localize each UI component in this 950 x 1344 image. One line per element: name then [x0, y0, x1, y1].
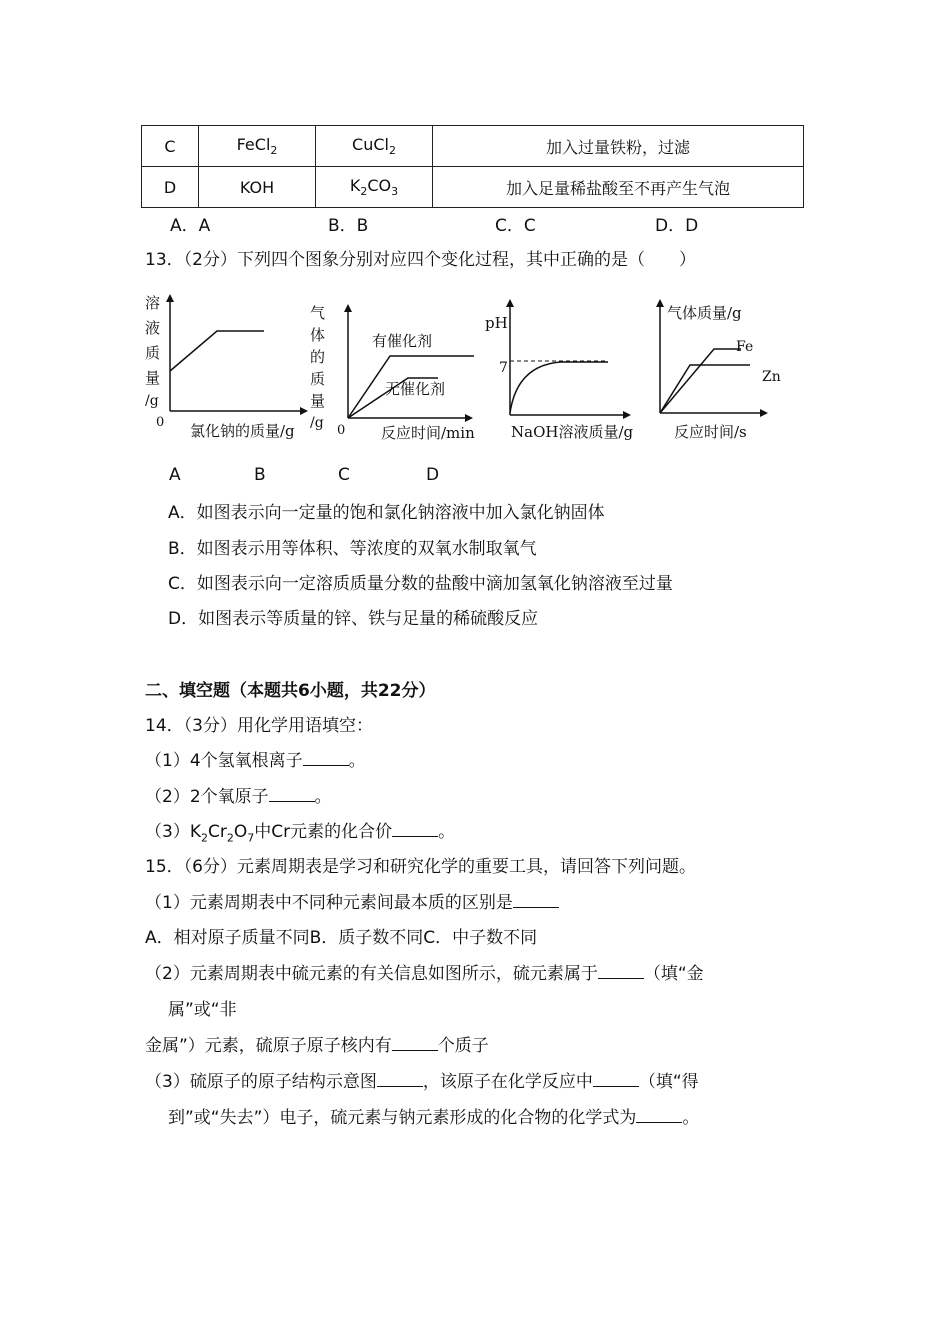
method-cell: 加入足量稀盐酸至不再产生气泡	[433, 167, 804, 208]
graph-c-series-curve	[510, 362, 608, 413]
graph-b-xlabel: 反应时间/min	[381, 424, 475, 442]
reagent-2: $K_2CO_3$	[316, 167, 433, 208]
graph-c	[483, 295, 658, 445]
table-row	[142, 126, 804, 167]
section-2-title: 二、填空题（本题共6小题，共22分）	[145, 681, 436, 701]
graph-a-ylabel-3: 质	[145, 344, 161, 362]
q15-part-3b: 到”或“失去”）电子，硫元素与钠元素形成的化合物的化学式为 。	[168, 1108, 700, 1128]
q13-option-d: D．如图表示等质量的锌、铁与足量的稀硫酸反应	[168, 609, 539, 629]
choice-d: D．D	[655, 216, 699, 236]
graph-b-series-label-1: 有催化剂	[372, 332, 433, 350]
graph-label-d: D	[426, 465, 440, 485]
graph-a	[140, 290, 310, 445]
graph-a-ylabel-5: /g	[145, 393, 159, 409]
graph-d-series-label-zn: Zn	[762, 369, 781, 385]
svg-text:质: 质	[310, 370, 326, 388]
choice-c: C．C	[495, 216, 536, 236]
choice-a: A．A	[170, 216, 211, 236]
q14-part-2: （2）2个氧原子 。	[145, 787, 332, 807]
graph-label-c: C	[338, 465, 350, 485]
svg-text:的: 的	[310, 348, 326, 366]
q13-option-a: A．如图表示向一定量的饱和氯化钠溶液中加入氯化钠固体	[168, 503, 605, 523]
svg-text:量: 量	[310, 392, 326, 410]
q14-part-1: （1）4个氢氧根离子 。	[145, 751, 366, 771]
graph-b-series-label-2: 无催化剂	[385, 380, 446, 398]
question-14-stem: 14．（3分）用化学用语填空：	[145, 716, 373, 736]
choice-b: B．B	[328, 216, 369, 236]
method-cell: 加入过量铁粉，过滤	[433, 126, 804, 167]
table-row	[142, 167, 804, 208]
row-key: C	[142, 126, 199, 167]
q14-part-3: $(3)K_2Cr_2O_7$中Cr元素的化合价 。	[145, 822, 456, 845]
q15-part-2a: （2）元素周期表中硫元素的有关信息如图所示，硫元素属于 （填“金	[145, 964, 704, 984]
graph-d-series-label-fe: Fe	[736, 339, 754, 355]
q15-part-3a: （3）硫原子的原子结构示意图 ，该原子在化学反应中 （填“得	[145, 1072, 699, 1092]
graph-d-ylabel: 气体质量/g	[667, 304, 742, 322]
q15-part-1: （1）元素周期表中不同种元素间最本质的区别是	[145, 888, 559, 913]
row-key: D	[142, 167, 199, 208]
graph-c-ytick-7: 7	[499, 360, 508, 376]
q13-option-c: C．如图表示向一定溶质质量分数的盐酸中滴加氢氧化钠溶液至过量	[168, 574, 673, 594]
question-13-stem: 13．（2分）下列四个图象分别对应四个变化过程，其中正确的是（ ）	[145, 250, 696, 270]
graph-d-series-line-fe	[660, 349, 741, 413]
graph-d	[650, 295, 790, 445]
reagent-2: CuCl$_2$	[316, 126, 433, 167]
graph-a-origin: 0	[156, 415, 165, 430]
graph-c-xlabel: NaOH溶液质量/g	[511, 423, 634, 441]
q13-option-b: B．如图表示用等体积、等浓度的双氧水制取氧气	[168, 539, 537, 559]
graph-d-xlabel: 反应时间/s	[674, 423, 747, 441]
svg-text:0: 0	[337, 423, 346, 438]
reagent-1: FeCl$_2$	[199, 126, 316, 167]
svg-text:/g: /g	[310, 415, 324, 431]
options-table	[141, 125, 804, 208]
graph-c-ylabel: pH	[485, 314, 508, 332]
q15-part-1-options: A．相对原子质量不同B．质子数不同C．中子数不同	[145, 928, 538, 948]
svg-text:气: 气	[310, 304, 326, 322]
svg-text:体: 体	[310, 326, 326, 344]
graph-label-a: A	[169, 465, 181, 485]
graph-a-ylabel-2: 液	[145, 319, 161, 337]
graph-a-series-line	[170, 331, 264, 371]
reagent-1: KOH	[199, 167, 316, 208]
graph-a-ylabel-4: 量	[145, 369, 161, 387]
graph-a-xlabel: 氯化钠的质量/g	[190, 422, 295, 440]
graph-label-b: B	[254, 465, 266, 485]
graph-a-ylabel-1: 溶	[145, 294, 161, 312]
q15-part-2b: 属”或“非	[168, 1000, 237, 1020]
q15-part-2c: 金属”）元素，硫原子原子核内有 个质子	[145, 1036, 489, 1056]
graph-d-series-line-zn	[660, 365, 750, 413]
question-15-stem: 15．（6分）元素周期表是学习和研究化学的重要工具，请回答下列问题。	[145, 857, 696, 877]
graph-b	[305, 300, 485, 445]
